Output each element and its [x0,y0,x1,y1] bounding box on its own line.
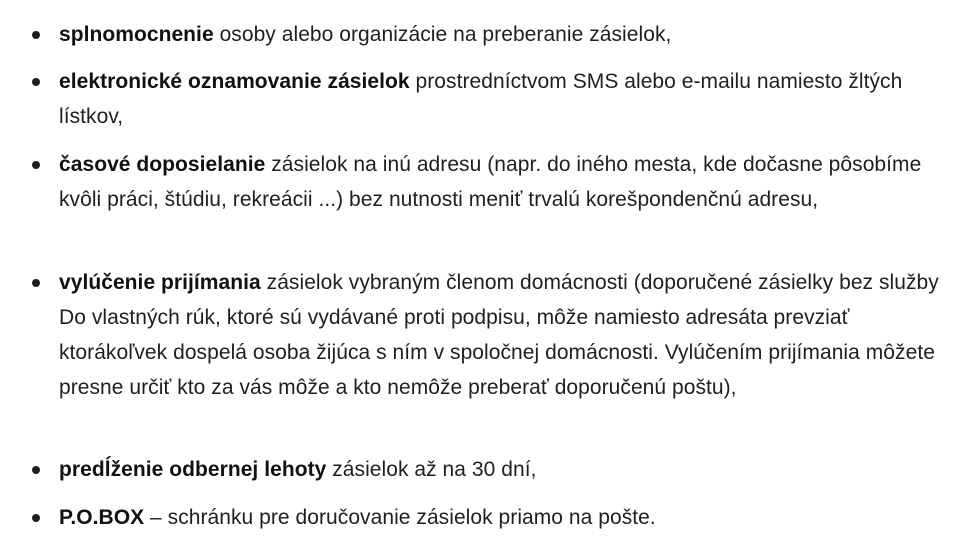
item-term: časové doposielanie [59,153,266,176]
item-description: – schránku pre doručovanie zásielok priamo na pošte. [144,506,656,529]
bullet-icon [32,78,40,86]
list-item [59,64,939,134]
bullet-icon [32,279,40,287]
bullet-icon [32,514,40,522]
list-item [59,17,939,52]
list-item [59,452,939,487]
bullet-icon [32,466,40,474]
list-item [59,500,939,535]
item-term: predĺženie odbernej lehoty [59,458,327,481]
item-description: prostredníctvom SMS alebo e-mailu namiesto žltých lístkov, [59,70,903,128]
item-description: zásielok až na 30 dní, [326,458,537,481]
bullet-icon [32,161,40,169]
list-item [59,147,939,217]
item-term: elektronické oznamovanie zásielok [59,70,410,93]
bullet-icon [32,31,40,39]
item-term: vylúčenie prijímania [59,271,261,294]
item-description: osoby alebo organizácie na preberanie zásielok, [213,23,672,46]
list-item [59,265,939,405]
item-description: zásielok vybraným členom domácnosti (doporučené zásielky bez služby Do vlastných rúk, ktoré sú vydávané proti podpisu, môže namiesto adresáta prevziať ktorákoľvek dospelá osoba žijúca s ním v spoločnej domácnosti. Vylúčením prijímania môžete presne určiť kto za vás môže a kto nemôže preberať doporučenú poštu), [59,271,939,399]
item-description: zásielok na inú adresu (napr. do iného mesta, kde dočasne pôsobíme kvôli práci, štúdiu, rekreácii ...) bez nutnosti meniť trvalú korešpondenčnú adresu, [59,153,922,211]
item-term: P.O.BOX [59,506,145,529]
item-term: splnomocnenie [59,23,214,46]
